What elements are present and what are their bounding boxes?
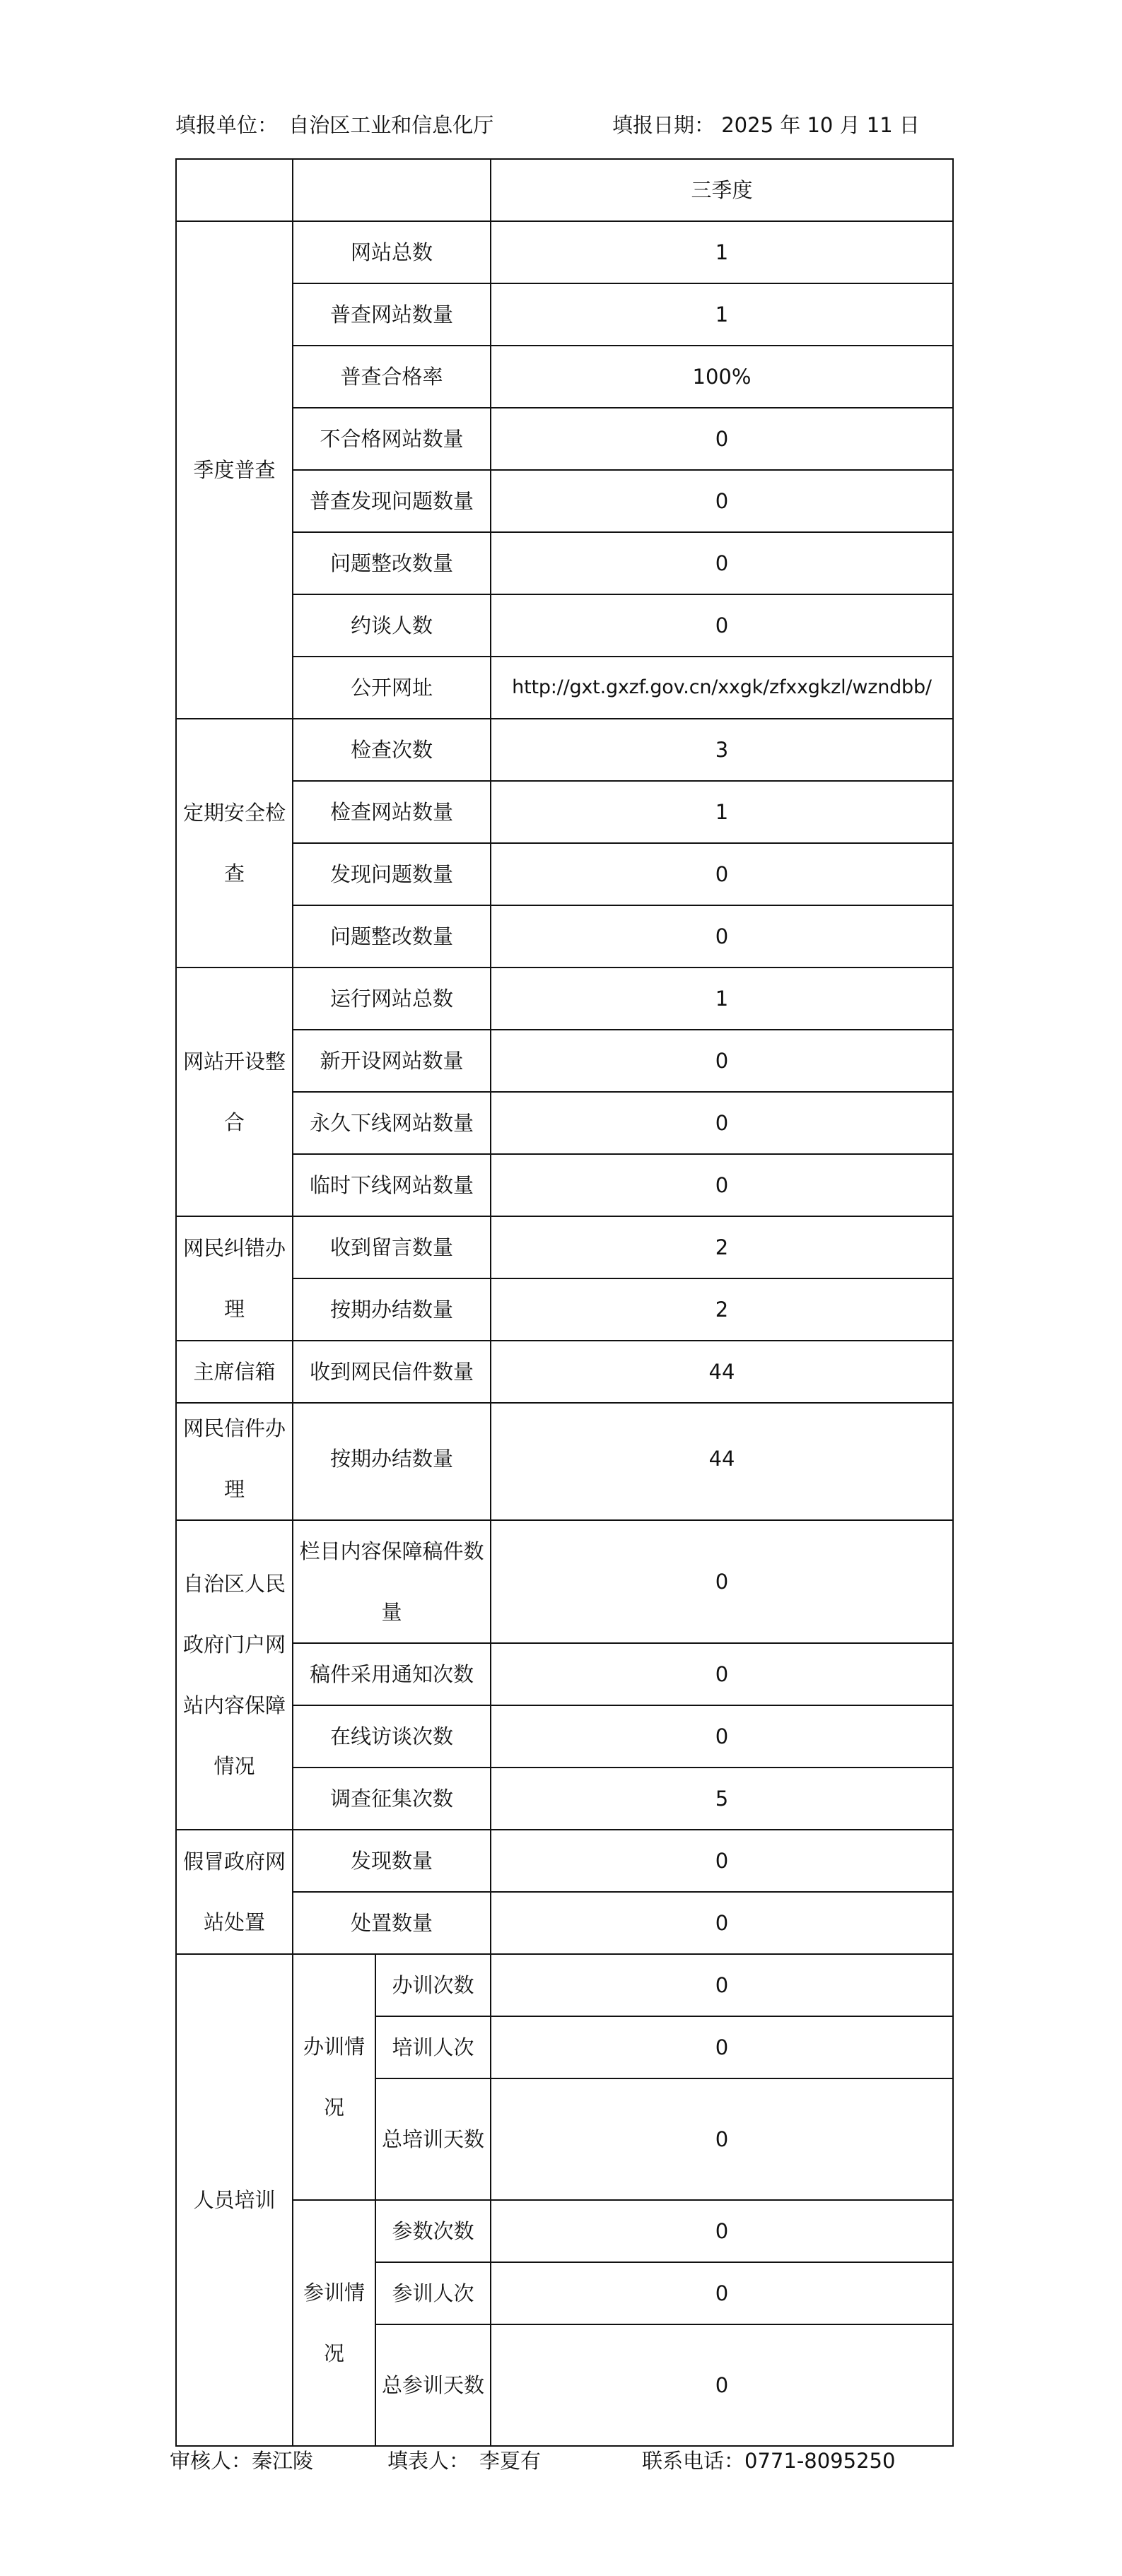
section-quarterly: 季度普查	[176, 221, 293, 719]
section-portal: 自治区人民政府门户网站内容保障情况	[176, 1520, 293, 1830]
row-value: 0	[491, 1954, 953, 2016]
row-value: 0	[491, 594, 953, 657]
filler-name: 李夏有	[479, 2449, 542, 2473]
row-label: 运行网站总数	[293, 968, 491, 1030]
report-table-part1	[175, 158, 954, 1404]
section-integration: 网站开设整合	[176, 968, 293, 1216]
report-table-part2	[175, 1398, 954, 2447]
row-value: 0	[491, 1520, 953, 1643]
section-mailbox: 主席信箱	[176, 1341, 293, 1403]
row-value: 0	[491, 2078, 953, 2200]
row-value: 0	[491, 2324, 953, 2446]
row-label: 参数次数	[375, 2200, 491, 2262]
fill-unit-value: 自治区工业和信息化厅	[288, 113, 494, 137]
fill-unit	[175, 110, 493, 139]
row-value: 0	[491, 1705, 953, 1768]
row-value: 1	[491, 781, 953, 843]
row-label: 检查网站数量	[293, 781, 491, 843]
row-label: 临时下线网站数量	[293, 1154, 491, 1216]
row-label: 问题整改数量	[293, 532, 491, 594]
section-security: 定期安全检查	[176, 719, 293, 968]
row-value: 0	[491, 843, 953, 905]
row-label: 检查次数	[293, 719, 491, 781]
row-value: 0	[491, 1154, 953, 1216]
row-label: 收到网民信件数量	[293, 1341, 491, 1403]
subsection-attend-training: 参训情况	[293, 2200, 375, 2446]
row-label: 在线访谈次数	[293, 1705, 491, 1768]
row-label: 发现数量	[293, 1830, 491, 1892]
row-label: 普查发现问题数量	[293, 470, 491, 532]
reviewer-name: 秦江陵	[252, 2449, 314, 2473]
section-fake-sites: 假冒政府网站处置	[176, 1830, 293, 1954]
filler	[387, 2445, 541, 2474]
row-label: 普查合格率	[293, 346, 491, 408]
row-value: 0	[491, 2200, 953, 2262]
row-label: 约谈人数	[293, 594, 491, 657]
row-value: 1	[491, 221, 953, 283]
row-value: 0	[491, 2016, 953, 2078]
row-label: 处置数量	[293, 1892, 491, 1954]
row-value: 2	[491, 1278, 953, 1341]
row-label: 按期办结数量	[293, 1278, 491, 1341]
row-label: 永久下线网站数量	[293, 1092, 491, 1154]
row-value: 2	[491, 1216, 953, 1278]
row-label: 发现问题数量	[293, 843, 491, 905]
section-training: 人员培训	[176, 1954, 293, 2446]
row-value: 100%	[491, 346, 953, 408]
column-header: 三季度	[491, 159, 953, 221]
fill-date-value: 2025 年 10 月 11 日	[721, 113, 920, 137]
row-label: 按期办结数量	[293, 1398, 491, 1520]
row-label: 稿件采用通知次数	[293, 1643, 491, 1705]
row-value: 0	[491, 1092, 953, 1154]
corner-cell	[176, 159, 293, 221]
row-label: 调查征集次数	[293, 1768, 491, 1830]
row-label: 办训次数	[375, 1954, 491, 2016]
filler-label: 填表人：	[387, 2449, 470, 2473]
reviewer	[170, 2445, 313, 2474]
row-value: 0	[491, 532, 953, 594]
row-value: 0	[491, 1892, 953, 1954]
row-value: 44	[491, 1341, 953, 1403]
row-value: 0	[491, 1830, 953, 1892]
row-label: 总参训天数	[375, 2324, 491, 2446]
row-value: 3	[491, 719, 953, 781]
subsection-host-training: 办训情况	[293, 1954, 375, 2200]
public-url-link[interactable]: http://gxt.gxzf.gov.cn/xxgk/zfxxgkzl/wzndbb/	[491, 657, 953, 719]
row-value: 1	[491, 968, 953, 1030]
row-label: 总培训天数	[375, 2078, 491, 2200]
section-letters: 网民信件办理	[176, 1398, 293, 1520]
row-value: 0	[491, 408, 953, 470]
row-label: 普查网站数量	[293, 283, 491, 346]
row-label: 不合格网站数量	[293, 408, 491, 470]
row-label: 新开设网站数量	[293, 1030, 491, 1092]
phone-number: 0771-8095250	[744, 2449, 896, 2473]
row-value: 0	[491, 1030, 953, 1092]
row-label: 栏目内容保障稿件数量	[293, 1520, 491, 1643]
row-label: 参训人次	[375, 2262, 491, 2324]
row-value: 0	[491, 905, 953, 968]
fill-date-label: 填报日期：	[612, 113, 715, 137]
contact-phone	[642, 2445, 895, 2474]
fill-date	[612, 110, 920, 139]
row-label: 收到留言数量	[293, 1216, 491, 1278]
row-label: 网站总数	[293, 221, 491, 283]
row-value: 44	[491, 1398, 953, 1520]
row-label: 问题整改数量	[293, 905, 491, 968]
row-value: 1	[491, 283, 953, 346]
row-value: 0	[491, 470, 953, 532]
corner-cell	[293, 159, 491, 221]
row-value: 0	[491, 1643, 953, 1705]
phone-label: 联系电话：	[642, 2449, 745, 2473]
reviewer-label: 审核人：	[170, 2449, 252, 2473]
row-label: 培训人次	[375, 2016, 491, 2078]
row-label: 公开网址	[293, 657, 491, 719]
row-value: 5	[491, 1768, 953, 1830]
row-value: 0	[491, 2262, 953, 2324]
fill-unit-label: 填报单位：	[175, 113, 279, 137]
section-corrections: 网民纠错办理	[176, 1216, 293, 1341]
